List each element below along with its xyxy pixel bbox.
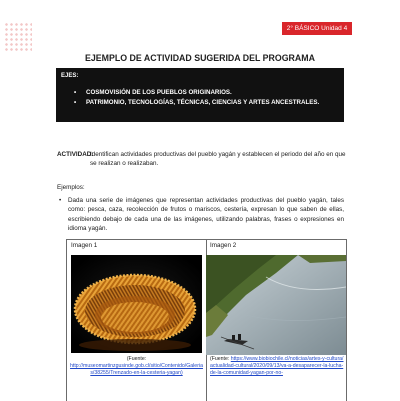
image-cell-2 <box>206 240 346 401</box>
image-caption <box>210 356 344 377</box>
ejes-list <box>74 88 319 108</box>
image-table <box>66 239 347 401</box>
ejes-box <box>56 68 344 122</box>
image-caption <box>69 356 204 377</box>
basket-photo <box>71 255 202 353</box>
actividad-text: Identifican actividades productivas del pueblo yagán y establecen el periodo del año en que se realizan o realizaban. <box>90 151 346 167</box>
image-cell-1 <box>67 240 207 401</box>
decorative-dots <box>4 22 32 52</box>
ejes-item: • PATRIMONIO, TECNOLOGÍAS, TÉCNICAS, CIENCIAS Y ARTES ANCESTRALES. <box>74 98 319 108</box>
ejes-label: EJES: <box>61 73 79 79</box>
bullet-icon: • <box>59 197 62 204</box>
source-link[interactable]: https://www.biobiochile.cl/noticias/artes-y-cultura/actualidad-cultural/2020/09/13/va-a-desaparecer-la-lucha-de-la-comunidad-yagan-por-no- <box>210 356 344 376</box>
caption-prefix: (Fuente: <box>126 356 147 362</box>
image-label: Imagen 2 <box>210 242 237 249</box>
canoe-photo <box>206 255 346 355</box>
grade-unit-badge: 2° BÁSICO Unidad 4 <box>282 22 352 35</box>
caption-prefix: (Fuente: <box>210 356 231 362</box>
image-label: Imagen 1 <box>71 242 98 249</box>
source-link[interactable]: http://museomartinzgusinde.gob.cl/sitio/Contenido/Galerias/38255/Trenzado-en-la-cesteria-yagan) <box>70 363 203 376</box>
actividad-label: ACTIVIDAD: <box>57 151 94 158</box>
ejemplo-item <box>59 196 344 233</box>
river-canoe-image <box>206 255 346 355</box>
ejes-item: • COSMOVISIÓN DE LOS PUEBLOS ORIGINARIOS. <box>74 88 319 98</box>
ejemplos-label: Ejemplos: <box>57 184 85 191</box>
page-title: EJEMPLO DE ACTIVIDAD SUGERIDA DEL PROGRAMA <box>85 53 315 63</box>
ejemplo-text: Dada una serie de imágenes que representan actividades productivas del pueblo yagán, tales como: pesca, caza, recolección de frutos o mariscos, cestería, expresan lo que saben de ellas, escribiendo debajo de cada una de las imágenes, utilizando palabras, frases o expresiones en idioma yagán. <box>68 197 344 232</box>
woven-basket-image <box>71 255 202 353</box>
